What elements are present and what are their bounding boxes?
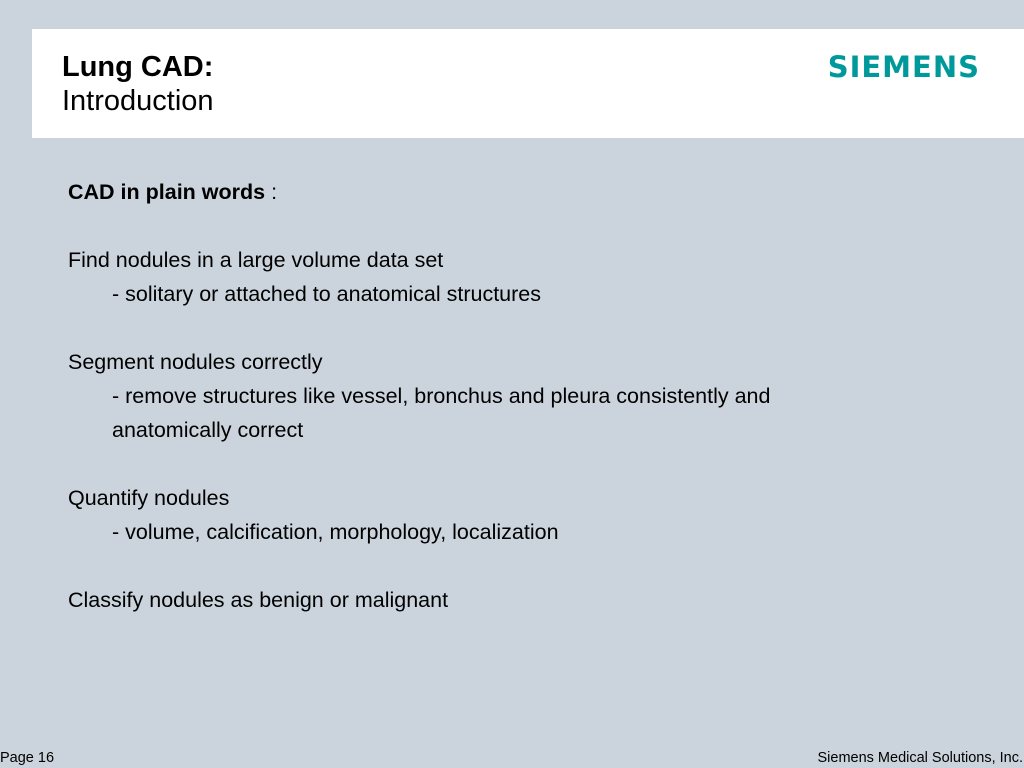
slide-body — [68, 175, 968, 617]
body-heading — [68, 175, 968, 209]
body-heading-colon: : — [265, 180, 278, 204]
sub-bullet-volume: - volume, calcification, morphology, localization — [112, 520, 559, 544]
slide-title: Lung CAD: — [62, 51, 214, 83]
spacer — [68, 209, 968, 243]
bullet-find-nodules: Find nodules in a large volume data set — [68, 248, 444, 272]
sub-bullet-remove-structures: - remove structures like vessel, bronchus and pleura consistently and — [112, 384, 771, 408]
body-heading-bold: CAD in plain words — [68, 180, 266, 204]
bullet-classify-nodules: Classify nodules as benign or malignant — [68, 588, 449, 612]
sub-bullet-solitary: - solitary or attached to anatomical structures — [112, 282, 541, 306]
sub-bullet-remove-structures-cont: anatomically correct — [112, 418, 304, 442]
slide-subtitle: Introduction — [62, 85, 214, 117]
bullet-segment-nodules: Segment nodules correctly — [68, 350, 323, 374]
spacer — [68, 447, 968, 481]
bullet-quantify-nodules: Quantify nodules — [68, 486, 230, 510]
company-name: Siemens Medical Solutions, Inc. — [817, 750, 1023, 766]
spacer — [68, 549, 968, 583]
page-number: Page 16 — [0, 750, 55, 766]
spacer — [68, 311, 968, 345]
slide-header — [32, 29, 1024, 138]
siemens-logo: SIEMENS — [827, 50, 980, 84]
